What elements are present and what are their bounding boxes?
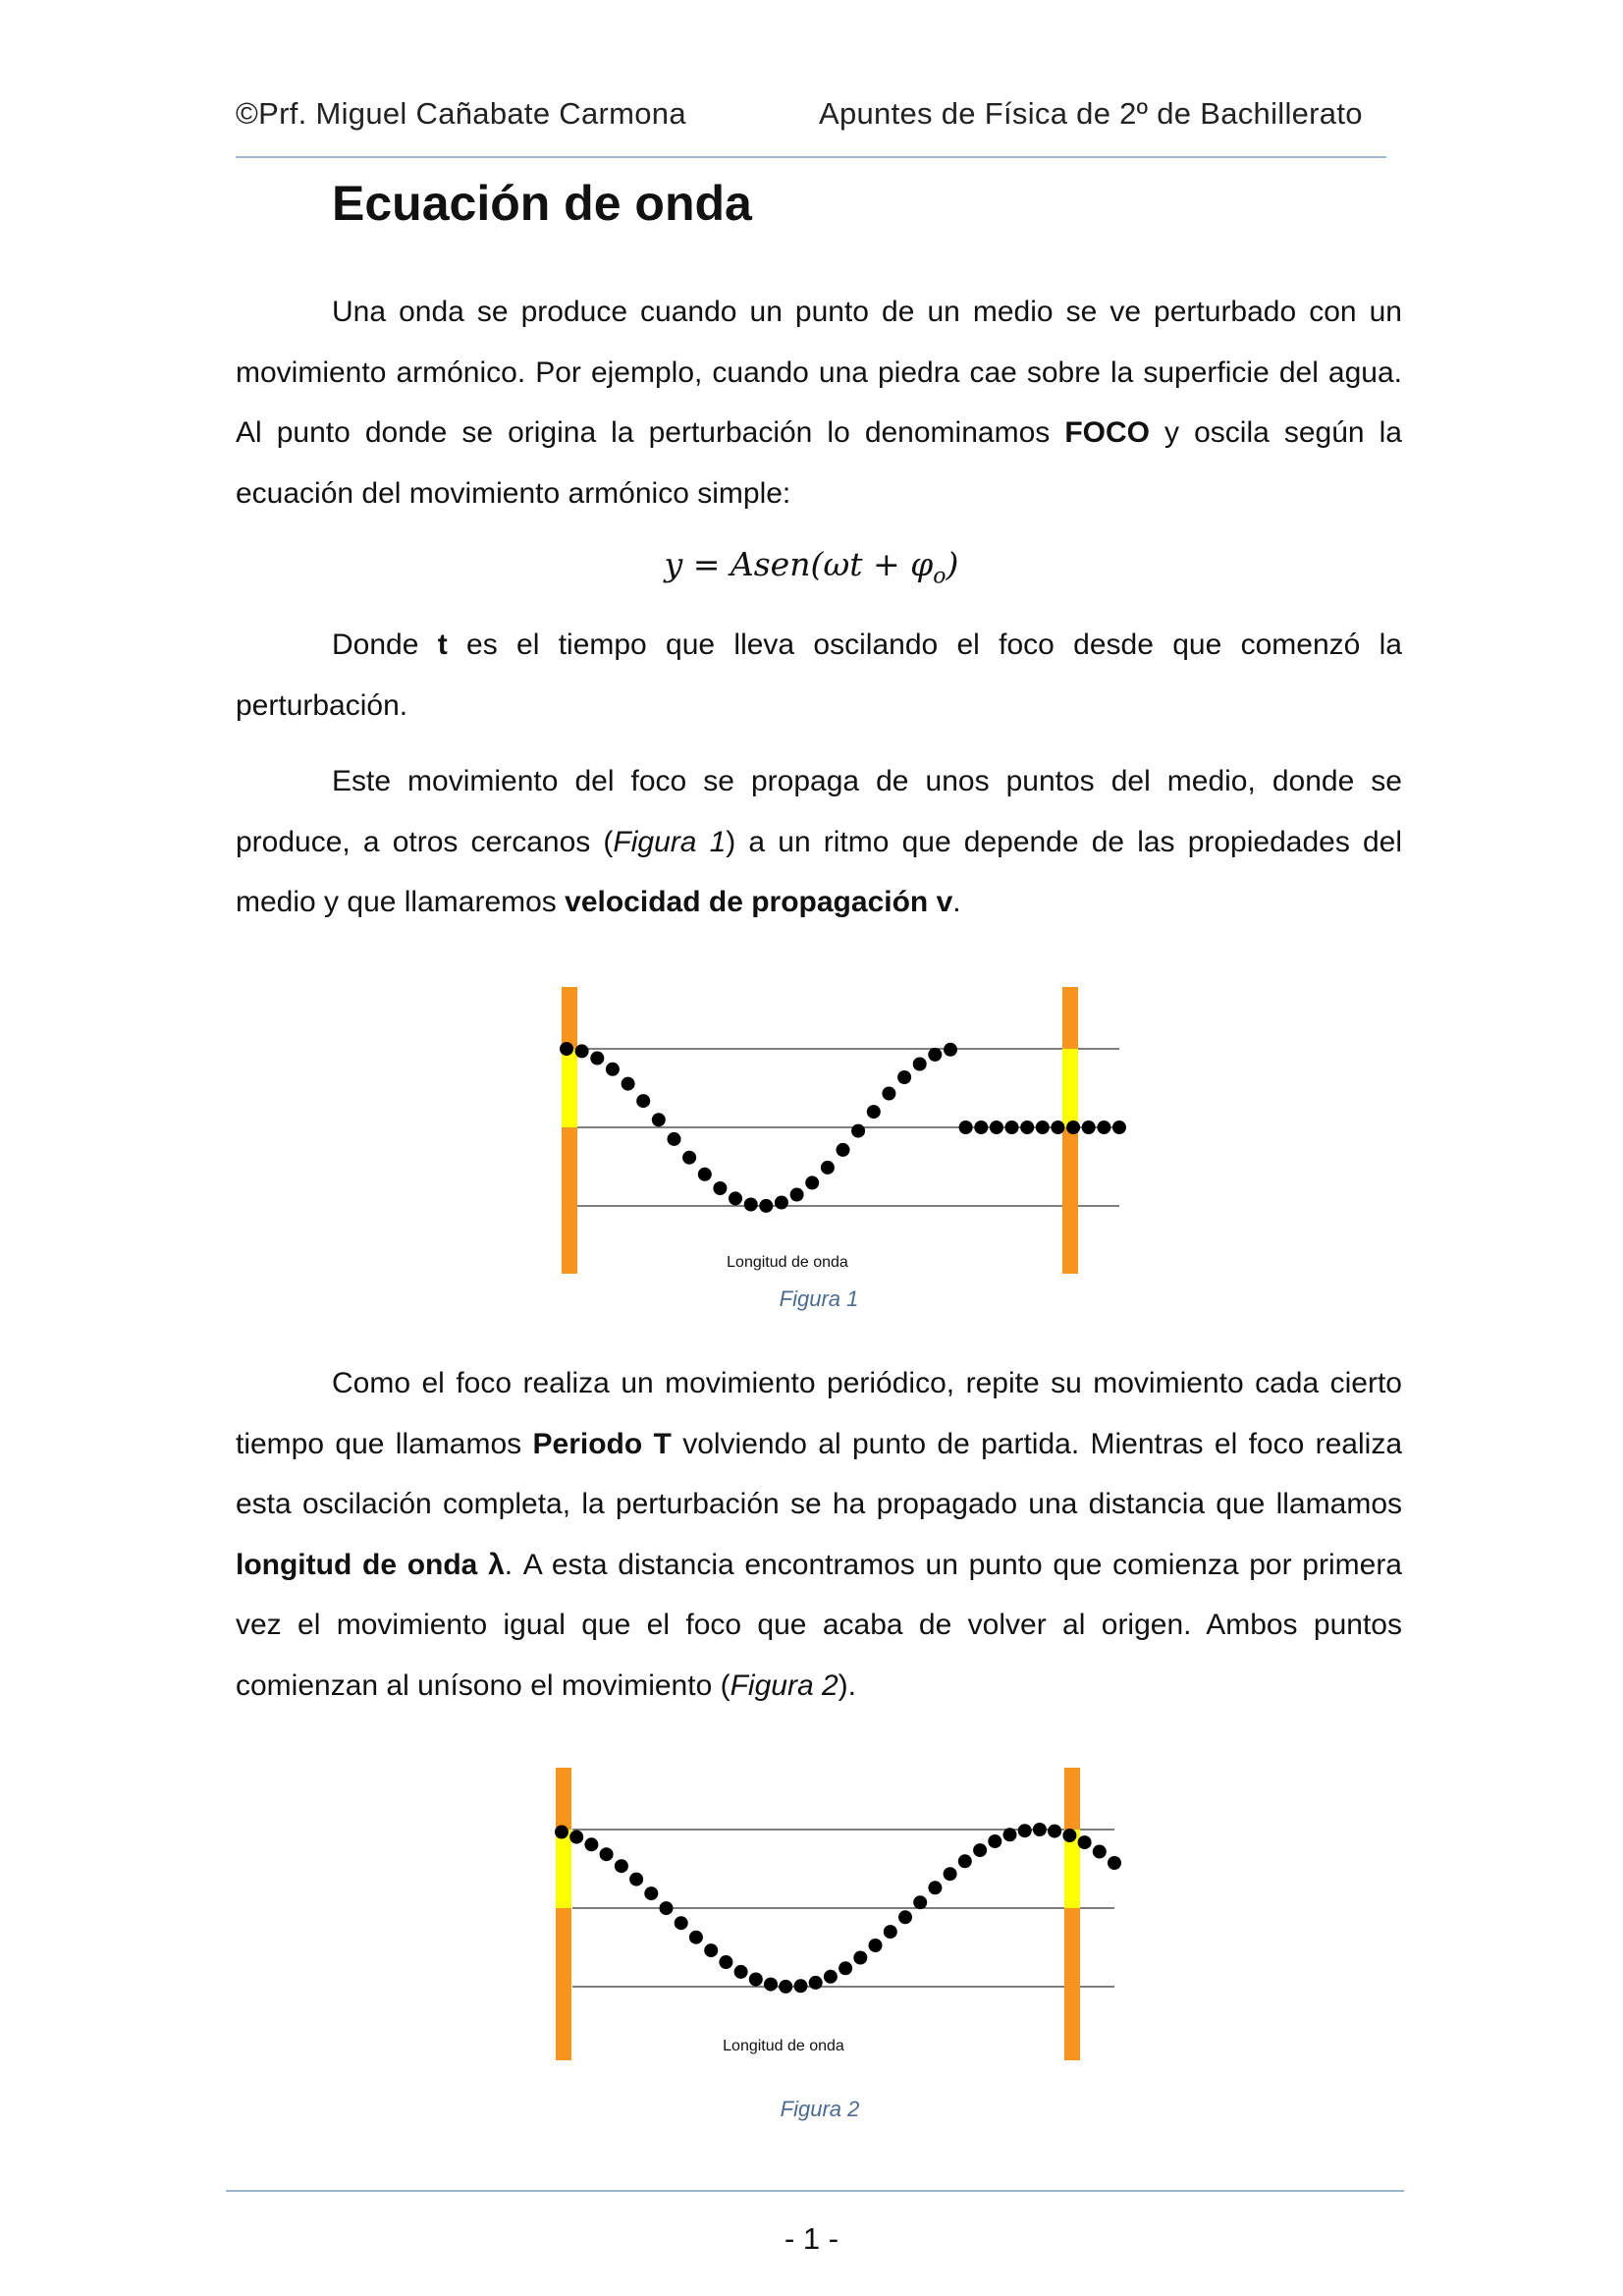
wave-dot [821, 1161, 835, 1175]
shm-equation: y = Asen(ωt + $\varphi_o$) [664, 545, 959, 589]
wave-dot [851, 1124, 865, 1138]
wave-dot [839, 1961, 852, 1975]
wave-dot [867, 1105, 881, 1119]
wave-dot [764, 1978, 778, 1992]
wave-dot [913, 1895, 927, 1909]
paragraph-3: Este movimiento del foco se propaga de unos puntos del medio, donde se produce, a otros cercanos (Figura 1) a un ritmo que depende de las propiedades del medio y que llamaremos velocidad de propagación v. [236, 765, 1403, 918]
figure-2-caption: Figura 2 [780, 2097, 860, 2121]
wave-dot [869, 1939, 883, 1952]
term-t: t [437, 629, 448, 661]
term-velocidad: velocidad de propagación v [565, 886, 953, 918]
wave-dot [897, 1070, 911, 1084]
wave-dot [698, 1168, 712, 1181]
wave-dot [1003, 1828, 1017, 1841]
wave-dot [749, 1973, 763, 1987]
figure-2-label: Longitud de onda [723, 2038, 844, 2054]
wave-dot [590, 1052, 604, 1066]
ref-figura-2: Figura 2 [730, 1668, 839, 1702]
wave-dot [1078, 1835, 1092, 1849]
wave-dot [853, 1951, 867, 1965]
ref-figura-1: Figura 1 [613, 825, 727, 858]
figure-2-wave-diagram [545, 1763, 1124, 2067]
paragraph-1: Una onda se produce cuando un punto de un medio se ve perturbado con un movimiento armónico. Por ejemplo, cuando una piedra cae sobre la superficie del agua. Al punto donde se origina la perturbación lo denominamos FOCO y oscila según la ecuación del movimiento armónico simple: [236, 296, 1402, 510]
wave-dot [622, 1077, 635, 1091]
wave-dot [1062, 1829, 1076, 1842]
figure-1-caption: Figura 1 [779, 1286, 859, 1311]
wave-dot [882, 1087, 895, 1101]
wave-dot [668, 1132, 681, 1146]
paragraph-4: Como el foco realiza un movimiento periódico, repite su movimiento cada cierto tiempo que llamamos Periodo T volviendo al punto de partida. Mientras el foco realiza esta oscilación completa, la perturbación se ha propagado una distancia que llamamos longitud de onda λ. A esta distancia encontramos un punto que comienza por primera vez el movimiento igual que el foco que acaba de volver al origen. Ambos puntos comienzan al unísono el movimiento (Figura 2). [236, 1367, 1403, 1702]
wave-dot [790, 1188, 804, 1202]
figure-1-wave-diagram [550, 982, 1129, 1286]
right-highlight [1062, 1049, 1078, 1127]
wave-dot [775, 1196, 788, 1210]
wave-dot [1005, 1121, 1019, 1134]
header-rule [236, 156, 1386, 158]
wave-dot [779, 1980, 792, 1994]
term-longitud-onda: longitud de onda λ [236, 1548, 505, 1581]
wave-dot [644, 1886, 658, 1900]
wave-dot [660, 1901, 674, 1915]
paragraph-2: Donde t es el tiempo que lleva oscilando el foco desde que comenzó la perturbación. [236, 629, 1402, 722]
wave-dot [600, 1847, 614, 1861]
wave-dot [1036, 1121, 1050, 1134]
term-periodo: Periodo T [532, 1427, 672, 1460]
header-author: ©Prf. Miguel Cañabate Carmona [236, 96, 686, 131]
left-highlight [556, 1830, 571, 1908]
page-number: - 1 - [784, 2221, 839, 2256]
right-bar [1064, 1768, 1080, 2060]
wave-dot [575, 1044, 589, 1058]
wave-dot [675, 1916, 688, 1930]
wave-dot [1108, 1856, 1121, 1870]
wave-dot [1051, 1121, 1064, 1134]
wave-dot [569, 1831, 583, 1844]
wave-dot [898, 1910, 912, 1924]
wave-dot [928, 1881, 942, 1894]
wave-dot [584, 1837, 598, 1851]
wave-dot [713, 1181, 727, 1195]
term-foco: FOCO [1064, 416, 1150, 449]
wave-dot [744, 1198, 758, 1212]
wave-dot [560, 1042, 573, 1056]
wave-dot [555, 1826, 568, 1839]
wave-dot [636, 1094, 650, 1108]
wave-dot [1112, 1121, 1126, 1134]
wave-dot [928, 1048, 942, 1062]
wave-dot [719, 1955, 732, 1969]
wave-dot [1018, 1824, 1032, 1837]
wave-dot [913, 1058, 927, 1071]
wave-dot [959, 1121, 973, 1134]
wave-dot [759, 1199, 773, 1213]
wave-dot [689, 1931, 703, 1944]
figure-1-label: Longitud de onda [727, 1254, 848, 1271]
wave-dot [944, 1043, 957, 1057]
wave-dot [652, 1113, 666, 1126]
wave-dot [606, 1063, 620, 1076]
wave-dot [824, 1970, 838, 1984]
wave-dot [682, 1151, 696, 1165]
wave-dot [1093, 1845, 1107, 1859]
wave-dot [884, 1925, 897, 1939]
wave-dot [1048, 1825, 1061, 1838]
wave-dot [809, 1976, 823, 1990]
wave-dot [958, 1854, 972, 1868]
footer-rule [226, 2190, 1404, 2192]
left-bar [562, 987, 577, 1274]
left-highlight [562, 1049, 577, 1127]
wave-dot [794, 1979, 808, 1993]
wave-dot [1066, 1121, 1080, 1134]
wave-dot [1097, 1121, 1110, 1134]
wave-dot [973, 1843, 987, 1857]
wave-dot [1020, 1121, 1034, 1134]
wave-dot [1033, 1823, 1047, 1836]
wave-dot [704, 1943, 718, 1957]
wave-dot [988, 1834, 1001, 1848]
left-bar [556, 1768, 571, 2060]
wave-dot [990, 1121, 1003, 1134]
wave-dot [944, 1867, 957, 1881]
wave-dot [805, 1175, 819, 1189]
wave-dot [615, 1859, 628, 1873]
wave-dot [1082, 1121, 1096, 1134]
page-title: Ecuación de onda [332, 176, 752, 231]
header-course: Apuntes de Física de 2º de Bachillerato [819, 96, 1363, 131]
wave-dot [629, 1873, 643, 1886]
wave-dot [729, 1191, 742, 1205]
wave-dot [734, 1965, 748, 1979]
wave-dot [837, 1143, 850, 1157]
wave-dot [974, 1121, 988, 1134]
